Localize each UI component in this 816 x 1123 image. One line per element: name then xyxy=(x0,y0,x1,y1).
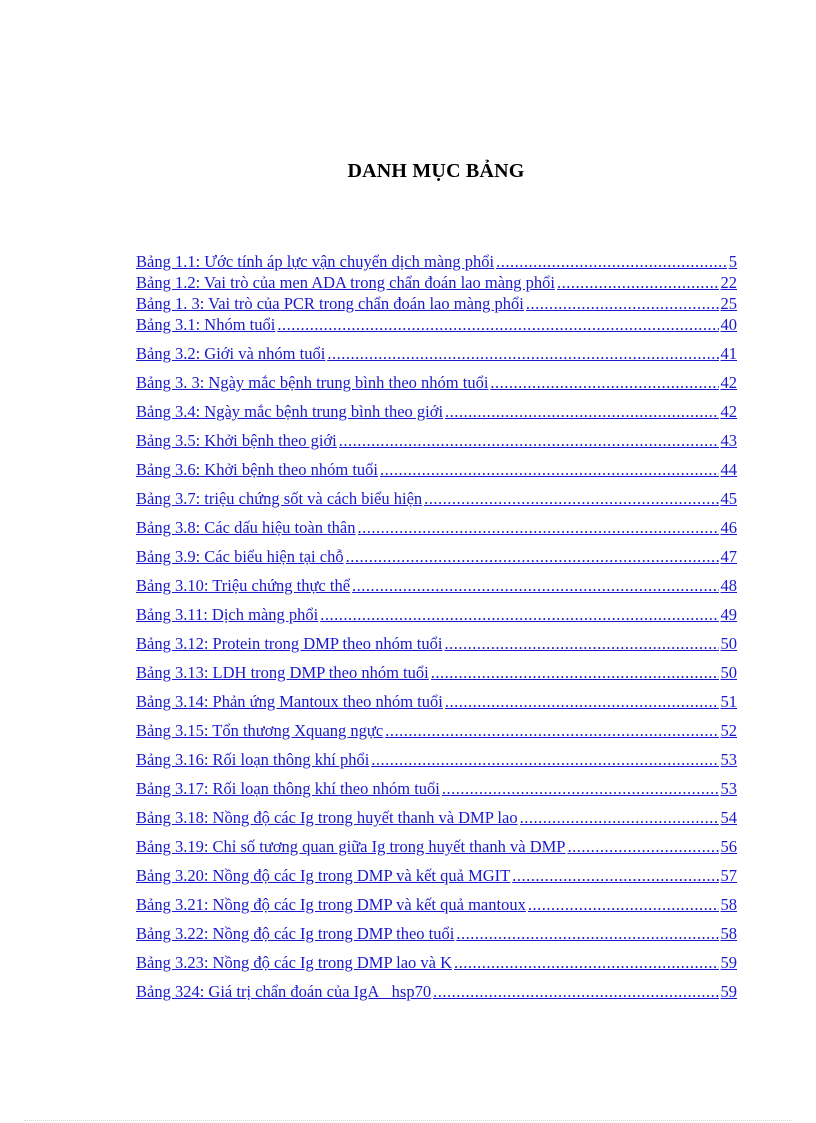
toc-entry[interactable] xyxy=(136,402,737,422)
toc-entry-page: 53 xyxy=(720,750,737,769)
toc-entry[interactable] xyxy=(136,895,737,915)
toc-leader-dots xyxy=(496,252,727,272)
toc-entry-label: Bảng 3.13: LDH trong DMP theo nhóm tuổi xyxy=(136,663,429,682)
toc-entry-page: 57 xyxy=(720,866,737,885)
toc-entry-label: Bảng 3.19: Chỉ số tương quan giữa Ig trong huyết thanh và DMP xyxy=(136,837,566,856)
toc-leader-dots xyxy=(445,402,718,422)
toc-leader-dots xyxy=(424,489,718,509)
toc-leader-dots xyxy=(526,294,719,314)
toc-entry-page: 50 xyxy=(720,634,737,653)
toc-entry-label: Bảng 3.22: Nồng độ các Ig trong DMP theo tuổi xyxy=(136,924,455,943)
toc-entry-page: 22 xyxy=(720,273,737,292)
toc-entry[interactable] xyxy=(136,837,737,857)
toc-leader-dots xyxy=(346,547,719,567)
page-title: DANH MỤC BẢNG xyxy=(347,160,525,182)
toc-entry-label: Bảng 3.6: Khởi bệnh theo nhóm tuổi xyxy=(136,460,378,479)
toc-entry-label: Bảng 3.21: Nồng độ các Ig trong DMP và kết quả mantoux xyxy=(136,895,526,914)
toc-entry-page: 25 xyxy=(720,294,737,313)
toc-entry-label: Bảng 3.1: Nhóm tuổi xyxy=(136,315,276,334)
toc-entry[interactable] xyxy=(136,460,737,480)
toc-entry-page: 59 xyxy=(720,982,737,1001)
toc-entry-label: Bảng 1.1: Ước tính áp lực vận chuyển dịch màng phổi xyxy=(136,252,495,271)
toc-entry[interactable] xyxy=(136,431,737,451)
toc-entry-page: 42 xyxy=(720,402,737,421)
toc-entry[interactable] xyxy=(136,518,737,538)
toc-leader-dots xyxy=(433,982,718,1002)
page-bottom-divider xyxy=(24,1120,792,1121)
toc-entry[interactable] xyxy=(136,252,737,272)
toc-leader-dots xyxy=(352,576,718,596)
toc-entry[interactable] xyxy=(136,576,737,596)
toc-leader-dots xyxy=(512,866,718,886)
toc-entry[interactable] xyxy=(136,373,737,393)
toc-leader-dots xyxy=(431,663,719,683)
toc-entry-page: 47 xyxy=(720,547,737,566)
toc-entry-label: Bảng 3.5: Khởi bệnh theo giới xyxy=(136,431,337,450)
toc-entry-page: 58 xyxy=(720,895,737,914)
toc-entry[interactable] xyxy=(136,721,737,741)
toc-entry-label: Bảng 3.15: Tổn thương Xquang ngực xyxy=(136,721,384,740)
toc-entry[interactable] xyxy=(136,808,737,828)
toc-leader-dots xyxy=(454,953,718,973)
toc-entry-page: 48 xyxy=(720,576,737,595)
toc-entry-page: 54 xyxy=(720,808,737,827)
toc-entry[interactable] xyxy=(136,750,737,770)
toc-leader-dots xyxy=(380,460,719,480)
toc-entry-page: 56 xyxy=(720,837,737,856)
toc-leader-dots xyxy=(557,273,719,293)
toc-entry[interactable] xyxy=(136,315,737,335)
toc-entry-label: Bảng 3.12: Protein trong DMP theo nhóm tuổi xyxy=(136,634,443,653)
toc-entry[interactable] xyxy=(136,273,737,293)
toc-entry-page: 40 xyxy=(720,315,737,334)
toc-entry-page: 41 xyxy=(720,344,737,363)
toc-entry-label: Bảng 3.16: Rối loạn thông khí phổi xyxy=(136,750,370,769)
toc-entry-label: Bảng 3.7: triệu chứng sốt và cách biểu hiện xyxy=(136,489,423,508)
toc-entry-label: Bảng 324: Giá trị chẩn đoán của IgA_ hsp70 xyxy=(136,982,432,1001)
toc-entry[interactable] xyxy=(136,489,737,509)
toc-entry[interactable] xyxy=(136,866,737,886)
toc-entry-page: 42 xyxy=(720,373,737,392)
toc-entry-label: Bảng 3.18: Nồng độ các Ig trong huyết thanh và DMP lao xyxy=(136,808,518,827)
toc-entry[interactable] xyxy=(136,547,737,567)
toc-entry[interactable] xyxy=(136,663,737,683)
toc-entry[interactable] xyxy=(136,634,737,654)
toc-entry[interactable] xyxy=(136,692,737,712)
toc-entry-label: Bảng 1.2: Vai trò của men ADA trong chẩn đoán lao màng phổi xyxy=(136,273,555,292)
toc-entry[interactable] xyxy=(136,953,737,973)
toc-leader-dots xyxy=(339,431,719,451)
toc-entry-page: 50 xyxy=(720,663,737,682)
toc-entry[interactable] xyxy=(136,779,737,799)
toc-entry[interactable] xyxy=(136,344,737,364)
toc-entry[interactable] xyxy=(136,982,737,1002)
toc-entry-page: 44 xyxy=(720,460,737,479)
toc-entry-label: Bảng 1. 3: Vai trò của PCR trong chẩn đoán lao màng phổi xyxy=(136,294,524,313)
toc-leader-dots xyxy=(327,344,718,364)
toc-entry-label: Bảng 3.8: Các dấu hiệu toàn thân xyxy=(136,518,356,537)
toc-leader-dots xyxy=(277,315,718,335)
toc-leader-dots xyxy=(444,634,718,654)
toc-entry-label: Bảng 3.9: Các biểu hiện tại chỗ xyxy=(136,547,344,566)
toc-entry-label: Bảng 3.20: Nồng độ các Ig trong DMP và kết quả MGIT xyxy=(136,866,511,885)
toc-entry-page: 52 xyxy=(720,721,737,740)
toc-entry-page: 58 xyxy=(720,924,737,943)
toc-entry-label: Bảng 3.14: Phản ứng Mantoux theo nhóm tuổi xyxy=(136,692,443,711)
toc-entry-page: 53 xyxy=(720,779,737,798)
toc-leader-dots xyxy=(456,924,718,944)
toc-entry[interactable] xyxy=(136,924,737,944)
toc-leader-dots xyxy=(385,721,718,741)
toc-entry-page: 45 xyxy=(720,489,737,508)
toc-entry-page: 5 xyxy=(728,252,737,271)
toc-leader-dots xyxy=(445,692,719,712)
toc-entry-label: Bảng 3. 3: Ngày mắc bệnh trung bình theo nhóm tuổi xyxy=(136,373,489,392)
toc-leader-dots xyxy=(358,518,719,538)
toc-entry-label: Bảng 3.10: Triệu chứng thực thể xyxy=(136,576,351,595)
toc-entry-label: Bảng 3.2: Giới và nhóm tuổi xyxy=(136,344,326,363)
toc-entry-page: 43 xyxy=(720,431,737,450)
toc-entry[interactable] xyxy=(136,294,737,314)
toc-entry-page: 46 xyxy=(720,518,737,537)
toc-leader-dots xyxy=(320,605,718,625)
toc-entry-label: Bảng 3.11: Dịch màng phổi xyxy=(136,605,319,624)
toc-entry-label: Bảng 3.23: Nồng độ các Ig trong DMP lao và K xyxy=(136,953,453,972)
toc-leader-dots xyxy=(528,895,719,915)
toc-leader-dots xyxy=(371,750,718,770)
toc-leader-dots xyxy=(567,837,718,857)
toc-entry-page: 59 xyxy=(720,953,737,972)
toc-entry[interactable] xyxy=(136,605,737,625)
toc-entry-label: Bảng 3.4: Ngày mắc bệnh trung bình theo giới xyxy=(136,402,444,421)
toc-entry-label: Bảng 3.17: Rối loạn thông khí theo nhóm tuổi xyxy=(136,779,440,798)
toc-leader-dots xyxy=(490,373,718,393)
toc-leader-dots xyxy=(520,808,719,828)
toc-entry-page: 51 xyxy=(720,692,737,711)
toc-entry-page: 49 xyxy=(720,605,737,624)
toc-leader-dots xyxy=(442,779,719,799)
